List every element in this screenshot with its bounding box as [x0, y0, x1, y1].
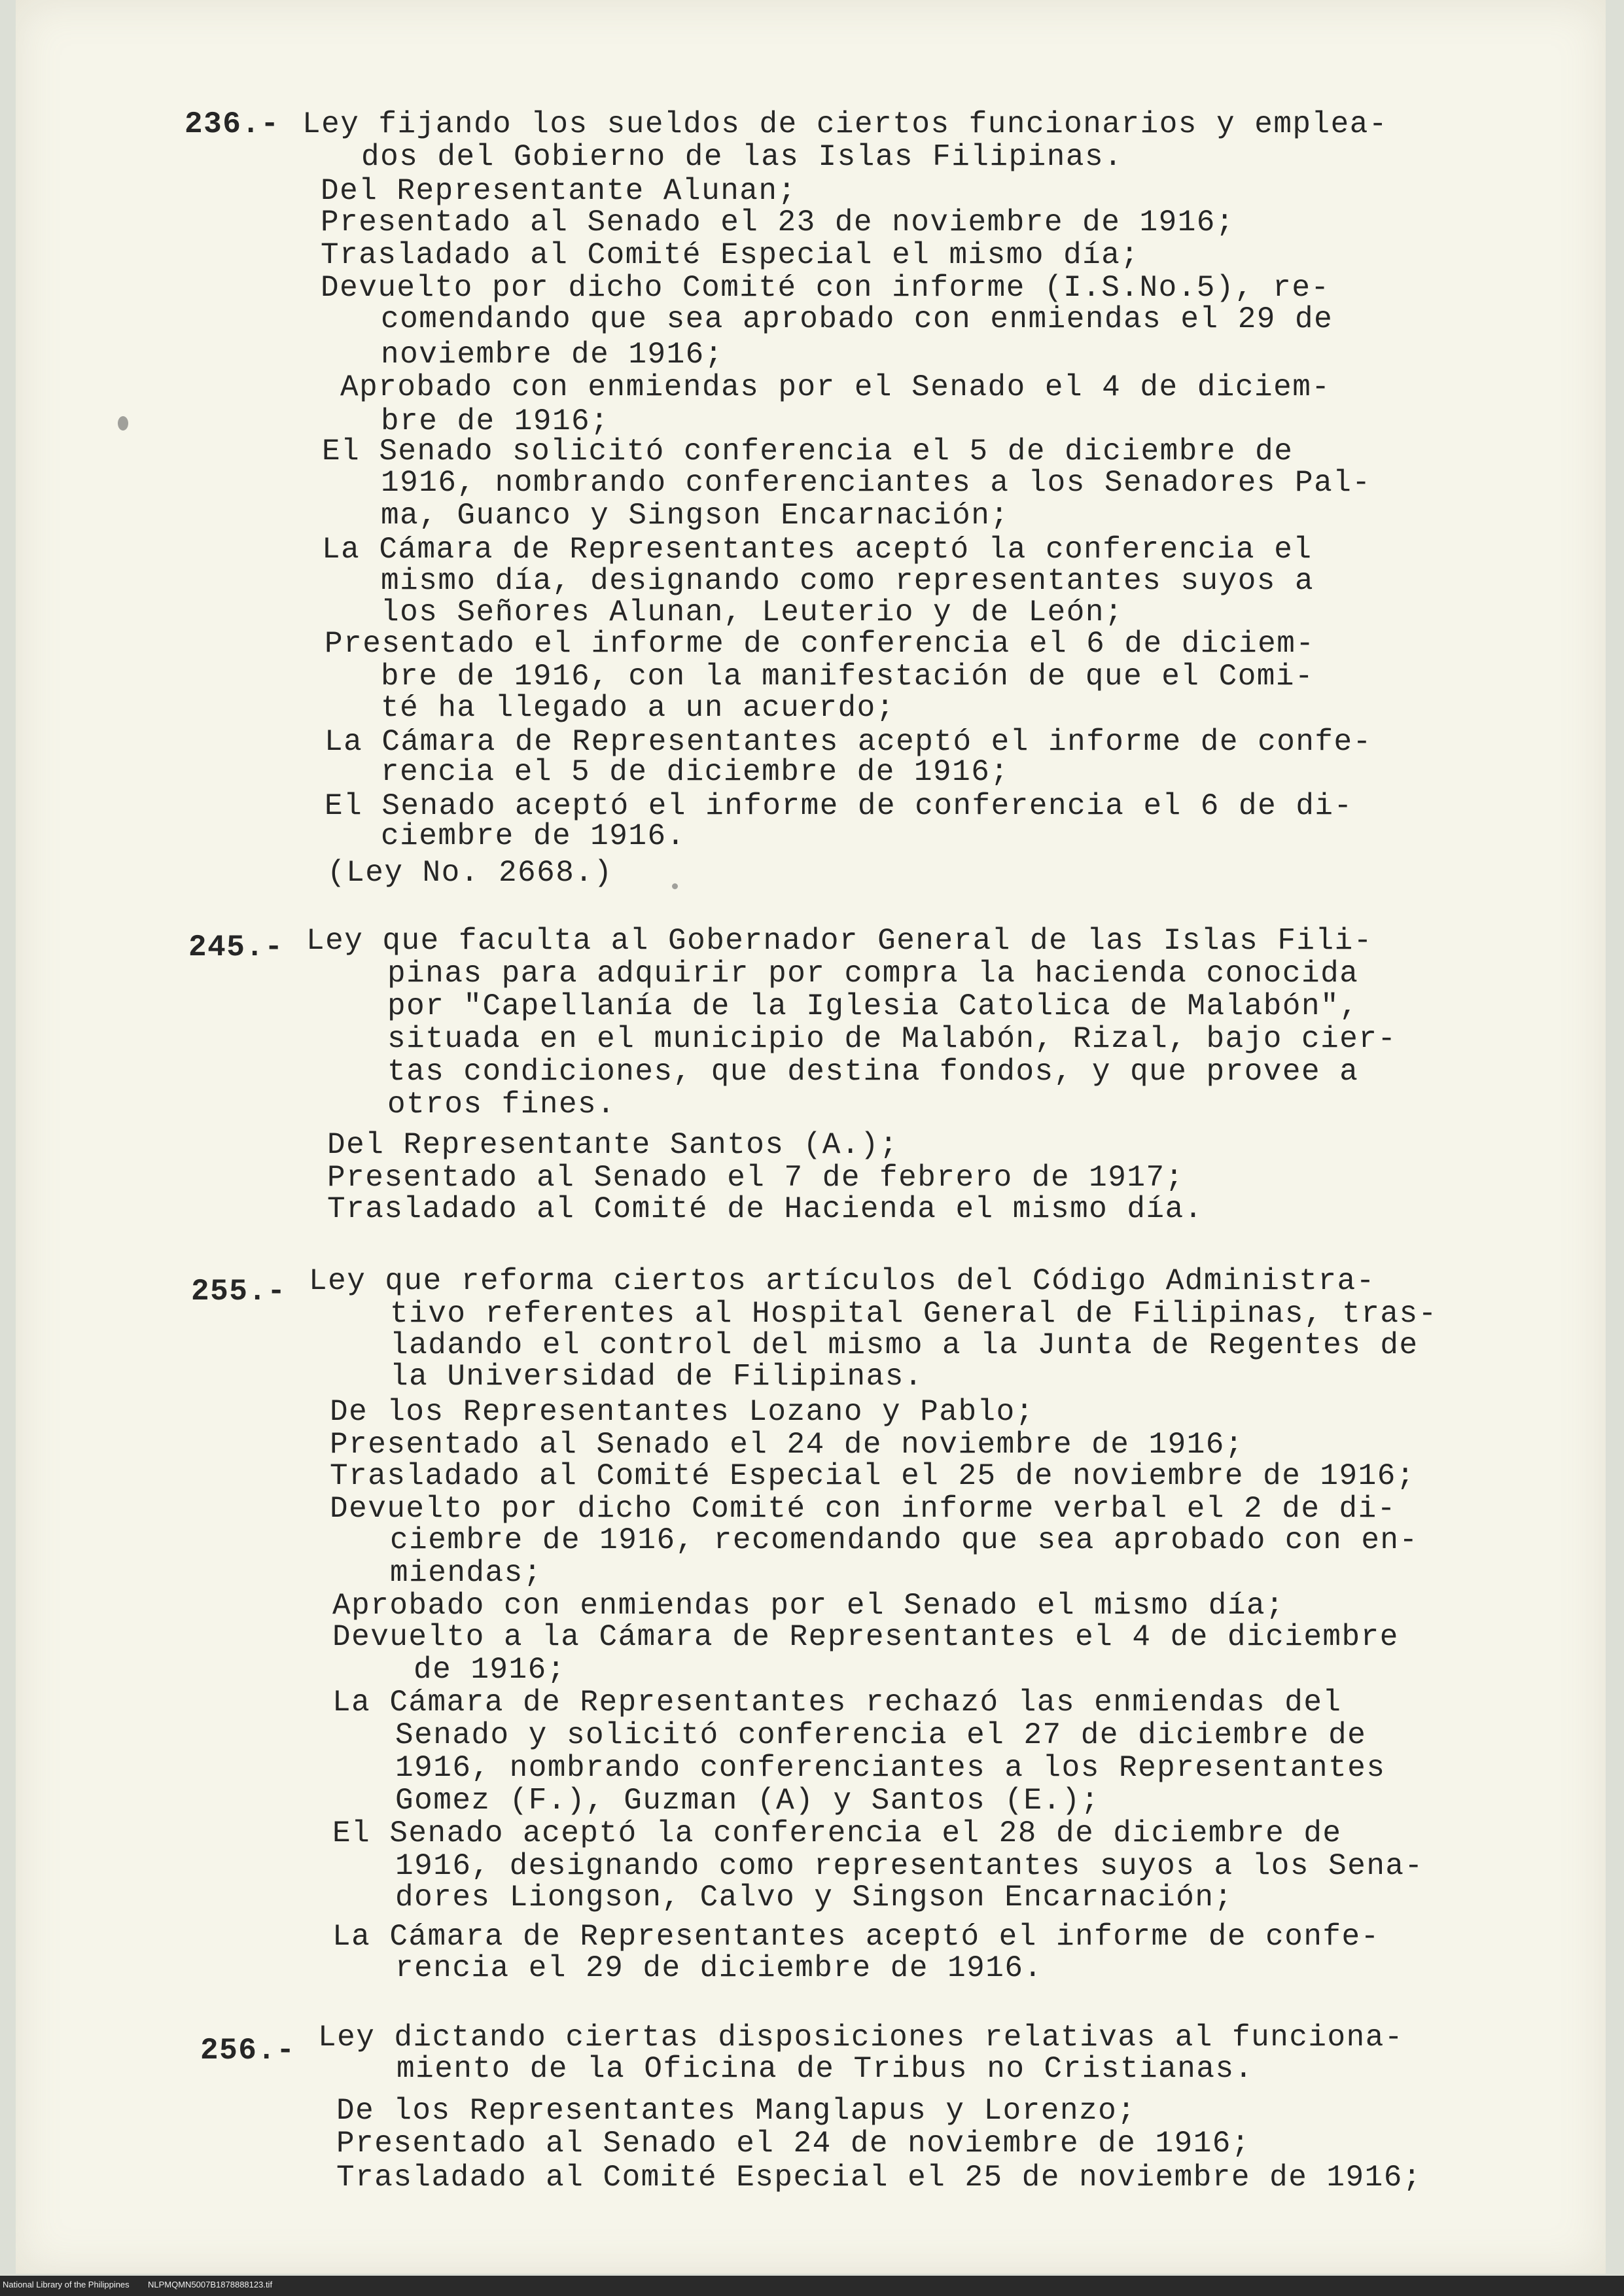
- bill-record-line: Del Representante Santos (A.);: [327, 1128, 899, 1162]
- bill-title: Ley fijando los sueldos de ciertos funcionarios y emplea-: [302, 107, 1388, 141]
- bill-number: 255.-: [191, 1275, 287, 1309]
- bill-record-line: 1916, nombrando conferenciantes a los Senadores Pal-: [381, 466, 1371, 500]
- bill-record-line: dores Liongson, Calvo y Singson Encarnación;: [395, 1881, 1233, 1915]
- bill-record-line: Trasladado al Comité de Hacienda el mismo día.: [327, 1192, 1203, 1226]
- ink-speck: [118, 416, 128, 431]
- bill-title: la Universidad de Filipinas.: [390, 1360, 923, 1394]
- bill-record-line: De los Representantes Manglapus y Lorenzo;: [336, 2094, 1137, 2128]
- bill-record-line: noviembre de 1916;: [381, 338, 724, 372]
- bill-record-line: ma, Guanco y Singson Encarnación;: [381, 499, 1010, 533]
- bill-title: otros fines.: [387, 1087, 616, 1122]
- bill-record-line: La Cámara de Representantes aceptó el informe de confe-: [332, 1920, 1380, 1954]
- bill-record-line: rencia el 29 de diciembre de 1916.: [395, 1951, 1043, 1985]
- bill-record-line: mismo día, designando como representantes suyos a: [381, 564, 1315, 598]
- bill-record-line: El Senado solicitó conferencia el 5 de diciembre de: [322, 434, 1294, 468]
- bill-record-line: ciembre de 1916.: [381, 819, 686, 853]
- bill-record-line: Senado y solicitó conferencia el 27 de diciembre de: [395, 1718, 1367, 1752]
- ink-speck: [672, 883, 678, 889]
- bill-record-line: miendas;: [390, 1556, 542, 1590]
- bill-title: ladando el control del mismo a la Junta de Regentes de: [390, 1328, 1419, 1362]
- bill-record-line: de 1916;: [414, 1653, 566, 1687]
- bill-title: Ley dictando ciertas disposiciones relativas al funciona-: [318, 2021, 1403, 2055]
- bill-record-line: Trasladado al Comité Especial el 25 de noviembre de 1916;: [330, 1459, 1415, 1493]
- bill-record-line: La Cámara de Representantes aceptó la conferencia el: [322, 533, 1313, 567]
- bill-record-line: La Cámara de Representantes rechazó las enmiendas del: [332, 1686, 1342, 1720]
- bill-title: tivo referentes al Hospital General de Filipinas, tras-: [390, 1297, 1438, 1331]
- bill-record-line: El Senado aceptó la conferencia el 28 de diciembre de: [332, 1816, 1342, 1850]
- bill-record-line: bre de 1916, con la manifestación de que el Comi-: [381, 660, 1315, 694]
- bill-record-line: Presentado el informe de conferencia el 6 de diciem-: [325, 627, 1315, 661]
- bill-title: Ley que reforma ciertos artículos del Código Administra-: [309, 1264, 1375, 1298]
- bill-record-line: 1916, nombrando conferenciantes a los Representantes: [395, 1751, 1386, 1785]
- bill-number: 245.-: [188, 930, 284, 964]
- bill-record-line: comendando que sea aprobado con enmiendas el 29 de: [381, 302, 1333, 336]
- law-number: (Ley No. 2668.): [327, 856, 613, 890]
- bill-record-line: Aprobado con enmiendas por el Senado el mismo día;: [332, 1589, 1285, 1623]
- bill-record-line: Devuelto por dicho Comité con informe verbal el 2 de di-: [330, 1492, 1396, 1526]
- bill-record-line: bre de 1916;: [381, 404, 610, 438]
- bill-record-line: rencia el 5 de diciembre de 1916;: [381, 755, 1010, 789]
- bill-record-line: té ha llegado a un acuerdo;: [381, 691, 895, 725]
- bill-record-line: los Señores Alunan, Leuterio y de León;: [381, 595, 1124, 629]
- bill-number: 256.-: [200, 2034, 296, 2068]
- bill-record-line: Del Representante Alunan;: [321, 174, 797, 208]
- bill-title: miento de la Oficina de Tribus no Cristianas.: [397, 2052, 1254, 2086]
- bill-record-line: Gomez (F.), Guzman (A) y Santos (E.);: [395, 1784, 1100, 1818]
- bill-record-line: Presentado al Senado el 7 de febrero de 1917;: [327, 1161, 1184, 1195]
- bill-record-line: 1916, designando como representantes suyos a los Sena-: [395, 1849, 1424, 1883]
- scan-footer: [0, 2276, 1624, 2296]
- bill-title: por "Capellanía de la Iglesia Catolica de Malabón",: [387, 989, 1359, 1023]
- bill-record-line: La Cámara de Representantes aceptó el informe de confe-: [325, 725, 1372, 759]
- bill-record-line: Aprobado con enmiendas por el Senado el 4 de diciem-: [340, 370, 1331, 404]
- bill-title: pinas para adquirir por compra la hacienda conocida: [387, 957, 1359, 991]
- bill-record-line: Presentado al Senado el 24 de noviembre de 1916;: [330, 1428, 1244, 1462]
- bill-title: tas condiciones, que destina fondos, y que provee a: [387, 1055, 1359, 1089]
- bill-record-line: Presentado al Senado el 24 de noviembre de 1916;: [336, 2127, 1251, 2161]
- bill-record-line: El Senado aceptó el informe de conferencia el 6 de di-: [325, 789, 1353, 823]
- bill-record-line: Trasladado al Comité Especial el 25 de noviembre de 1916;: [336, 2161, 1422, 2195]
- bill-title: Ley que faculta al Gobernador General de las Islas Fili-: [306, 924, 1373, 958]
- footer-file-name: NLPMQMN5007B1878888123.tif: [148, 2280, 273, 2289]
- bill-record-line: Trasladado al Comité Especial el mismo día;: [321, 238, 1140, 272]
- bill-record-line: De los Representantes Lozano y Pablo;: [330, 1395, 1034, 1429]
- bill-record-line: ciembre de 1916, recomendando que sea aprobado con en-: [390, 1523, 1419, 1557]
- bill-record-line: Devuelto por dicho Comité con informe (I.S.No.5), re-: [321, 271, 1330, 305]
- bill-title: situada en el municipio de Malabón, Rizal, bajo cier-: [387, 1022, 1397, 1056]
- bill-record-line: Presentado al Senado el 23 de noviembre de 1916;: [321, 205, 1235, 239]
- bill-title: dos del Gobierno de las Islas Filipinas.: [361, 140, 1123, 174]
- bill-number: 236.-: [185, 107, 280, 141]
- bill-record-line: Devuelto a la Cámara de Representantes el 4 de diciembre: [332, 1620, 1399, 1654]
- footer-library-name: National Library of the Philippines: [3, 2280, 130, 2289]
